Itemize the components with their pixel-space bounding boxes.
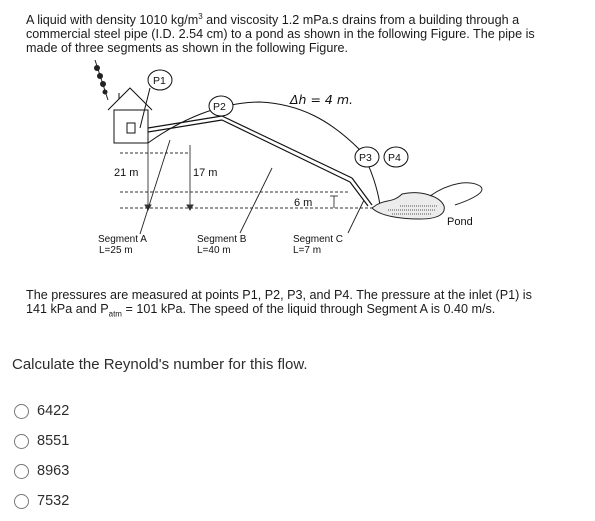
choice-2[interactable]: [14, 426, 69, 456]
point-label-p4: P4: [388, 152, 401, 164]
pond: [372, 183, 482, 219]
choice-label: 8963: [37, 463, 70, 479]
question-text: Calculate the Reynold's number for this flow.: [12, 356, 308, 373]
info-subscript: atm: [108, 309, 122, 319]
building-icon: [108, 88, 152, 143]
height-label-6m: 6 m: [294, 197, 313, 209]
point-label-p2: P2: [213, 101, 226, 113]
radio-button[interactable]: [14, 434, 29, 449]
height-label-21m: 21 m: [114, 167, 139, 179]
info-text-2: = 101 kPa. The speed of the liquid through Segment A is 0.40 m/s.: [121, 302, 496, 316]
intro-superscript: 3: [198, 12, 203, 21]
radio-button[interactable]: [14, 494, 29, 509]
point-label-p3: P3: [359, 152, 372, 164]
info-text-1: The pressures are measured at points P1, P2, P3, and P4. The pressure at the inlet (P1) is 141 kPa and P: [26, 288, 532, 316]
intro-text-2: and viscosity 1.2 mPa.s drains from a building through a commercial steel pipe (I.D. 2.54 cm) to a pond as shown in the following Figure. The pipe is made of three segments as shown in the following Figure.: [26, 13, 535, 56]
choice-3[interactable]: [14, 456, 69, 486]
pond-label: Pond: [447, 216, 473, 228]
segment-b-length: L=40 m: [197, 245, 231, 256]
intro-text-1: A liquid with density 1010 kg/m: [26, 13, 199, 28]
radio-button[interactable]: [14, 464, 29, 479]
choice-1[interactable]: [14, 396, 69, 426]
answer-choices: [14, 396, 69, 516]
segment-b-name: Segment B: [197, 234, 247, 245]
choice-label: 8551: [37, 433, 70, 449]
radio-button[interactable]: [14, 404, 29, 419]
choice-label: 6422: [37, 403, 70, 419]
point-label-p1: P1: [153, 75, 166, 87]
pressure-info: [26, 288, 556, 322]
tree-icon: [94, 60, 108, 100]
segment-pointers: [140, 140, 364, 234]
segment-a-length: L=25 m: [99, 245, 133, 256]
choice-4[interactable]: [14, 486, 69, 516]
ground-slope: [148, 102, 380, 205]
segment-c-name: Segment C: [293, 234, 344, 245]
delta-h-note: Δh = 4 m.: [290, 92, 353, 107]
segment-c-length: L=7 m: [293, 245, 322, 256]
height-label-17m: 17 m: [193, 167, 218, 179]
segment-a-name: Segment A: [98, 234, 147, 245]
choice-label: 7532: [37, 493, 70, 509]
